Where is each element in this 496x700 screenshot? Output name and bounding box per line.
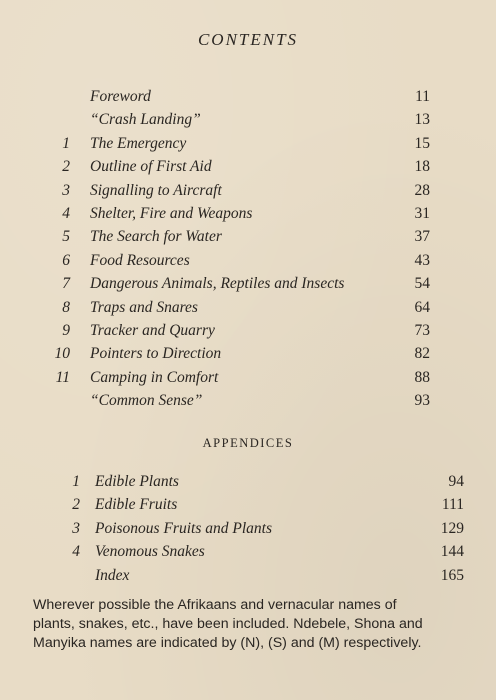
chapter-number: 9 (62, 322, 70, 339)
toc-entry (0, 203, 496, 225)
page-number: 111 (441, 496, 464, 514)
toc-entry (0, 156, 496, 178)
page-number: 13 (414, 111, 430, 129)
chapter-title: Outline of First Aid (90, 158, 212, 176)
page-number: 144 (440, 543, 464, 561)
toc-entry (0, 133, 496, 155)
appendices-heading: APPENDICES (202, 436, 294, 450)
chapter-number: 8 (62, 298, 70, 316)
page-number: 88 (414, 368, 430, 386)
toc-entry (0, 86, 496, 108)
chapter-title: Traps and Snares (90, 298, 198, 316)
page-number: 73 (414, 322, 430, 339)
toc-entry (0, 390, 496, 412)
chapter-title: Tracker and Quarry (90, 322, 215, 339)
page-number: 94 (448, 473, 464, 490)
appendix-entry (0, 494, 496, 516)
chapter-number: 10 (54, 345, 70, 363)
chapter-title: Foreword (90, 88, 151, 105)
chapter-number: 2 (62, 158, 70, 176)
toc-entry (0, 273, 496, 295)
chapter-number: 7 (62, 275, 70, 293)
page-number: 82 (414, 345, 430, 363)
appendix-number: 3 (72, 519, 80, 537)
appendix-entry (0, 471, 496, 493)
toc-entry (0, 109, 496, 131)
chapter-title: The Search for Water (90, 228, 222, 246)
chapter-title: “Crash Landing” (90, 111, 201, 129)
appendix-number: 4 (72, 543, 80, 561)
appendix-title: Index (95, 566, 130, 584)
toc-entry (0, 226, 496, 248)
toc-entry (0, 250, 496, 272)
chapter-title: Food Resources (90, 251, 190, 269)
footnote-line: Wherever possible the Afrikaans and vernacular names of (33, 597, 397, 613)
chapter-title: Dangerous Animals, Reptiles and Insects (90, 275, 345, 293)
page-number: 64 (414, 298, 430, 316)
toc-entry (0, 320, 496, 342)
page-number: 54 (414, 275, 430, 293)
chapter-title: Pointers to Direction (90, 345, 222, 363)
page-number: 43 (414, 251, 430, 269)
page-number: 165 (440, 566, 464, 584)
appendix-title: Edible Fruits (95, 496, 178, 514)
page-number: 37 (414, 228, 430, 246)
toc-entry (0, 180, 496, 202)
page-number: 11 (415, 88, 430, 105)
appendix-number: 2 (72, 496, 80, 514)
chapter-number: 11 (55, 368, 70, 386)
chapter-title: Camping in Comfort (90, 368, 219, 386)
chapter-title: Shelter, Fire and Weapons (90, 205, 253, 222)
page-number: 18 (414, 158, 430, 176)
footnote-line: Manyika names are indicated by (N), (S) and (M) respectively. (33, 635, 422, 651)
page-title: CONTENTS (197, 30, 299, 49)
toc-entry (0, 343, 496, 365)
page-number: 129 (440, 519, 464, 537)
toc-entry (0, 367, 496, 389)
appendix-title: Poisonous Fruits and Plants (95, 519, 272, 537)
chapter-number: 3 (62, 181, 70, 199)
appendix-entry (0, 541, 496, 563)
appendix-title: Venomous Snakes (95, 543, 205, 561)
page-number: 31 (414, 205, 430, 222)
chapter-number: 1 (62, 134, 70, 152)
appendix-entry (0, 565, 496, 587)
chapter-number: 6 (62, 251, 70, 269)
page-number: 15 (414, 134, 430, 152)
appendix-title: Edible Plants (95, 473, 179, 490)
page-number: 93 (414, 392, 430, 410)
chapter-title: Signalling to Aircraft (90, 181, 222, 199)
chapter-title: The Emergency (90, 134, 187, 152)
page-number: 28 (414, 181, 430, 199)
footnote (33, 596, 471, 653)
toc-entry (0, 297, 496, 319)
footnote-line: plants, snakes, etc., have been included. Ndebele, Shona and (33, 616, 423, 632)
chapter-title: “Common Sense” (90, 392, 203, 410)
chapter-number: 5 (62, 228, 70, 246)
appendix-entry (0, 518, 496, 540)
appendix-number: 1 (72, 473, 80, 490)
chapter-number: 4 (62, 205, 70, 222)
